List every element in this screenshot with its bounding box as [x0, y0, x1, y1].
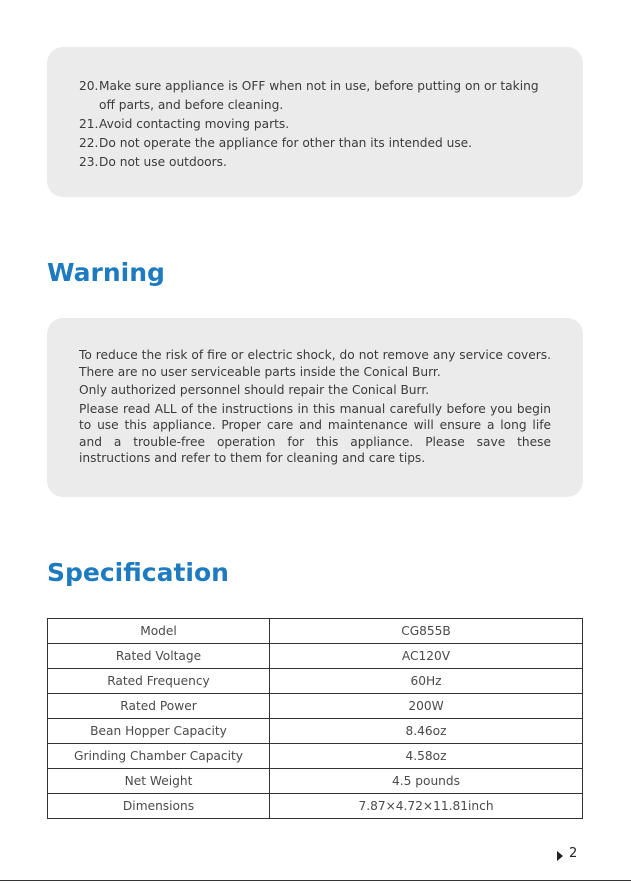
specification-table [47, 618, 583, 819]
list-item [79, 134, 551, 153]
list-item [79, 77, 551, 115]
spec-label: Dimensions [48, 794, 270, 819]
specification-heading: Specification [47, 558, 229, 587]
list-item-number: 21. [79, 117, 99, 131]
table-row [48, 694, 583, 719]
spec-value: 7.87×4.72×11.81inch [270, 794, 583, 819]
warning-paragraph: To reduce the risk of fire or electric shock, do not remove any service covers. There are no user serviceable parts inside the Conical Burr. [79, 348, 551, 379]
spec-label: Grinding Chamber Capacity [48, 744, 270, 769]
list-item [79, 153, 551, 172]
footer-divider [0, 880, 631, 881]
spec-value: 4.5 pounds [270, 769, 583, 794]
spec-label: Model [48, 619, 270, 644]
table-row [48, 719, 583, 744]
list-item-text: Make sure appliance is OFF when not in use, before putting on or taking off parts, and before cleaning. [99, 79, 539, 112]
list-item-text: Avoid contacting moving parts. [99, 117, 290, 131]
list-item-number: 20. [79, 79, 99, 93]
spec-label: Rated Power [48, 694, 270, 719]
table-row [48, 669, 583, 694]
page-number: 2 [569, 846, 578, 861]
triangle-right-icon [557, 851, 563, 861]
list-item-text: Do not use outdoors. [99, 155, 227, 169]
list-item-number: 23. [79, 155, 99, 169]
spec-value: CG855B [270, 619, 583, 644]
spec-label: Net Weight [48, 769, 270, 794]
table-row [48, 619, 583, 644]
list-item [79, 115, 551, 134]
list-item-number: 22. [79, 136, 99, 150]
safety-list [79, 77, 551, 172]
spec-label: Bean Hopper Capacity [48, 719, 270, 744]
table-row [48, 744, 583, 769]
spec-value: 4.58oz [270, 744, 583, 769]
warning-paragraph: Only authorized personnel should repair the Conical Burr. [79, 383, 430, 397]
warning-text [79, 347, 551, 467]
warning-paragraph: Please read ALL of the instructions in this manual carefully before you begin to use this appliance. Proper care and maintenance will ensure a long life and a trouble-free operation for this appliance. Please save these instructions and refer to them for cleaning and care tips. [79, 401, 551, 465]
spec-value: 8.46oz [270, 719, 583, 744]
spec-label: Rated Frequency [48, 669, 270, 694]
table-row [48, 644, 583, 669]
spec-value: 200W [270, 694, 583, 719]
spec-value: AC120V [270, 644, 583, 669]
safety-list-panel [47, 47, 583, 197]
warning-heading: Warning [47, 258, 165, 287]
warning-panel [47, 318, 583, 497]
list-item-text: Do not operate the appliance for other than its intended use. [99, 136, 473, 150]
spec-label: Rated Voltage [48, 644, 270, 669]
spec-value: 60Hz [270, 669, 583, 694]
table-row [48, 794, 583, 819]
table-row [48, 769, 583, 794]
